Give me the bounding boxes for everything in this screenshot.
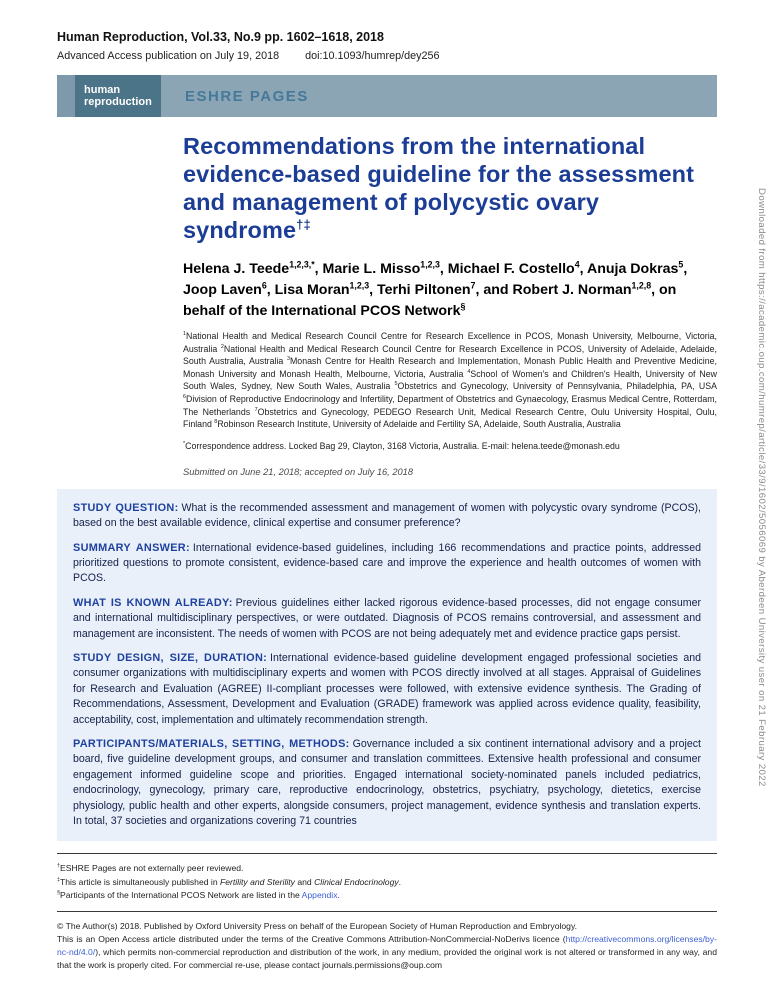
submission-dates: Submitted on June 21, 2018; accepted on July 16, 2018 <box>183 466 414 477</box>
summary-answer-label: SUMMARY ANSWER: <box>73 541 190 554</box>
logo-line-1: human <box>84 83 121 96</box>
eshre-pages-label: ESHRE PAGES <box>185 87 309 105</box>
article-title: Recommendations from the international evidence-based guideline for the assessment and management of polycystic ovary syndrome†‡ <box>183 133 695 243</box>
download-watermark: Downloaded from https://academic.oup.com/humrep/article/33/9/1602/5056069 by Aberdeen University user on 21 February 2022 <box>756 188 767 787</box>
article-main-column <box>183 132 717 477</box>
footnote-divider <box>57 853 717 854</box>
affiliations: $^1$National Health and Medical Research Council Centre for Research Excellence in PCOS, Monash University, Melbourne, Victoria, Australia $^2$National Health and Medical Research Council Centre for Research Excellence in PCOS, University of Adelaide, Adelaide, South Australia, Australia $^3$Monash Centre for Health Research and Implementation, Monash Public Health and Preventive Medicine, Monash University and Monash Health, Melbourne, Victoria, Australia $^4$School of Women's and Children's Health, University of New South Wales, Sydney, New South Wales, Australia $^5$Obstetrics and Gynecology, University of Pennsylvania, Philadelphia, PA, USA $^6$Division of Reproductive Endocrinology and Infertility, Department of Obstetrics and Gynaecology, Erasmus Medical Centre, Rotterdam, The Netherlands $^7$Obstetrics and Gynecology, PEDEGO Research Unit, Medical Research Centre, Oulu University Hospital, Oulu, Finland $^8$Robinson Research Institute, University of Adelaide and Fertility SA, Adelaide, South Australia, Australia <box>183 331 717 430</box>
summary-answer-section <box>73 541 701 587</box>
study-question-label: STUDY QUESTION: <box>73 501 179 514</box>
page-content <box>57 0 717 972</box>
doi: doi:10.1093/humrep/dey256 <box>305 50 440 62</box>
what-is-known-label: WHAT IS KNOWN ALREADY: <box>73 596 233 609</box>
copyright-block <box>57 920 717 972</box>
journal-citation: Human Reproduction, Vol.33, No.9 pp. 1602–1618, 2018 <box>57 30 384 44</box>
footnote-simultaneous-publication: ‡This article is simultaneously published in Fertility and Sterility and Clinical Endocrinology. <box>57 876 402 887</box>
logo-line-2: reproduction <box>84 96 152 108</box>
banner-left-strip <box>57 75 75 117</box>
access-publication-line <box>57 50 717 62</box>
study-question-text: What is the recommended assessment and management of women with polycystic ovary syndrome (PCOS), based on the best available evidence, clinical expertise and consumer preference? <box>73 501 701 530</box>
participants-section <box>73 737 701 829</box>
human-reproduction-logo <box>75 75 161 117</box>
correspondence-address: *Correspondence address. Locked Bag 29, Clayton, 3168 Victoria, Australia. E-mail: helena.teede@monash.edu <box>183 440 620 451</box>
study-design-label: STUDY DESIGN, SIZE, DURATION: <box>73 652 268 664</box>
eshre-banner <box>57 75 717 117</box>
copyright-divider <box>57 911 717 912</box>
copyright-line: © The Author(s) 2018. Published by Oxford University Press on behalf of the European Society of Human Reproduction and Embryology. <box>57 920 578 931</box>
study-design-section <box>73 651 701 728</box>
what-is-known-text: Previous guidelines either lacked rigorous evidence-based processes, did not engage consumer and international multidisciplinary perspectives, or were outdated. Diagnosis of PCOS remains controversial, and assessment and management are inconsistent. The needs of women with PCOS are not being adequately met and evidence practice gaps persist. <box>73 596 701 640</box>
study-question-section <box>73 501 701 532</box>
participants-text: Governance included a six continent international advisory and a project board, five guideline development groups, and consumer and translation committees. Extensive health professional and consumer engagement informed guideline scope and priorities. Engaged international society-nominated panels included pediatrics, endocrinology, gynecology, primary care, reproductive endocrinology, obstetrics, psychiatry, psychology, dietetics, exercise physiology, public health and other experts, alongside consumers, project management, evidence synthesis and translation experts. In total, 37 societies and organizations covering 71 countries <box>73 738 702 828</box>
inline-link[interactable]: http://creativecommons.org/licenses/by-nc-nd/4.0/ <box>57 933 717 957</box>
banner-background <box>161 75 717 117</box>
study-design-text: International evidence-based guideline development engaged professional societies and consumer organizations with multidisciplinary experts and women with PCOS directly involved at all stages. Appraisal of Guidelines for Research and Evaluation (AGREE) II-compliant processes were followed, with extensive evidence synthesis. The Grading of Recommendations, Assessment, Development and Evaluation (GRADE) framework was applied across evidence quality, feasibility, acceptability, cost, implementation and ultimately recommendation strength. <box>73 652 701 726</box>
what-is-known-section <box>73 596 701 642</box>
inline-link[interactable]: Appendix <box>301 890 338 901</box>
summary-answer-text: International evidence-based guidelines, including 166 recommendations and practice points, addressed prioritized questions to promote consistent, evidence-based care and improve the experience and health outcomes of women with PCOS. <box>73 541 701 585</box>
participants-label: PARTICIPANTS/MATERIALS, SETTING, METHODS: <box>73 738 350 751</box>
footnote-peer-review: †ESHRE Pages are not externally peer reviewed. <box>57 863 244 874</box>
access-date: Advanced Access publication on July 19, 2018 <box>57 50 280 62</box>
footnotes <box>57 862 717 902</box>
author-list: Helena J. Teede$^{1,2,3,*}$, Marie L. Misso$^{1,2,3}$, Michael F. Costello$^4$, Anuja Dokras$^5$, Joop Laven$^6$, Lisa Moran$^{1,2,3}$, Terhi Piltonen$^7$, and Robert J. Norman$^{1,2,8}$, on behalf of the International PCOS Network§ <box>183 259 688 319</box>
footnote-pcos-network: §Participants of the International PCOS Network are listed in the Appendix. <box>57 890 340 901</box>
abstract-box <box>57 489 717 842</box>
license-text: This is an Open Access article distributed under the terms of the Creative Commons Attribution-NonCommercial-NoDerivs licence (http://creativecommons.org/licenses/by-nc-nd/4.0/), which permits non-commercial reproduction and distribution of the work, in any medium, provided the original work is not altered or transformed in any way, and that the work is properly cited. For commercial re-use, please contact journals.permissions@oup.com <box>57 933 717 970</box>
